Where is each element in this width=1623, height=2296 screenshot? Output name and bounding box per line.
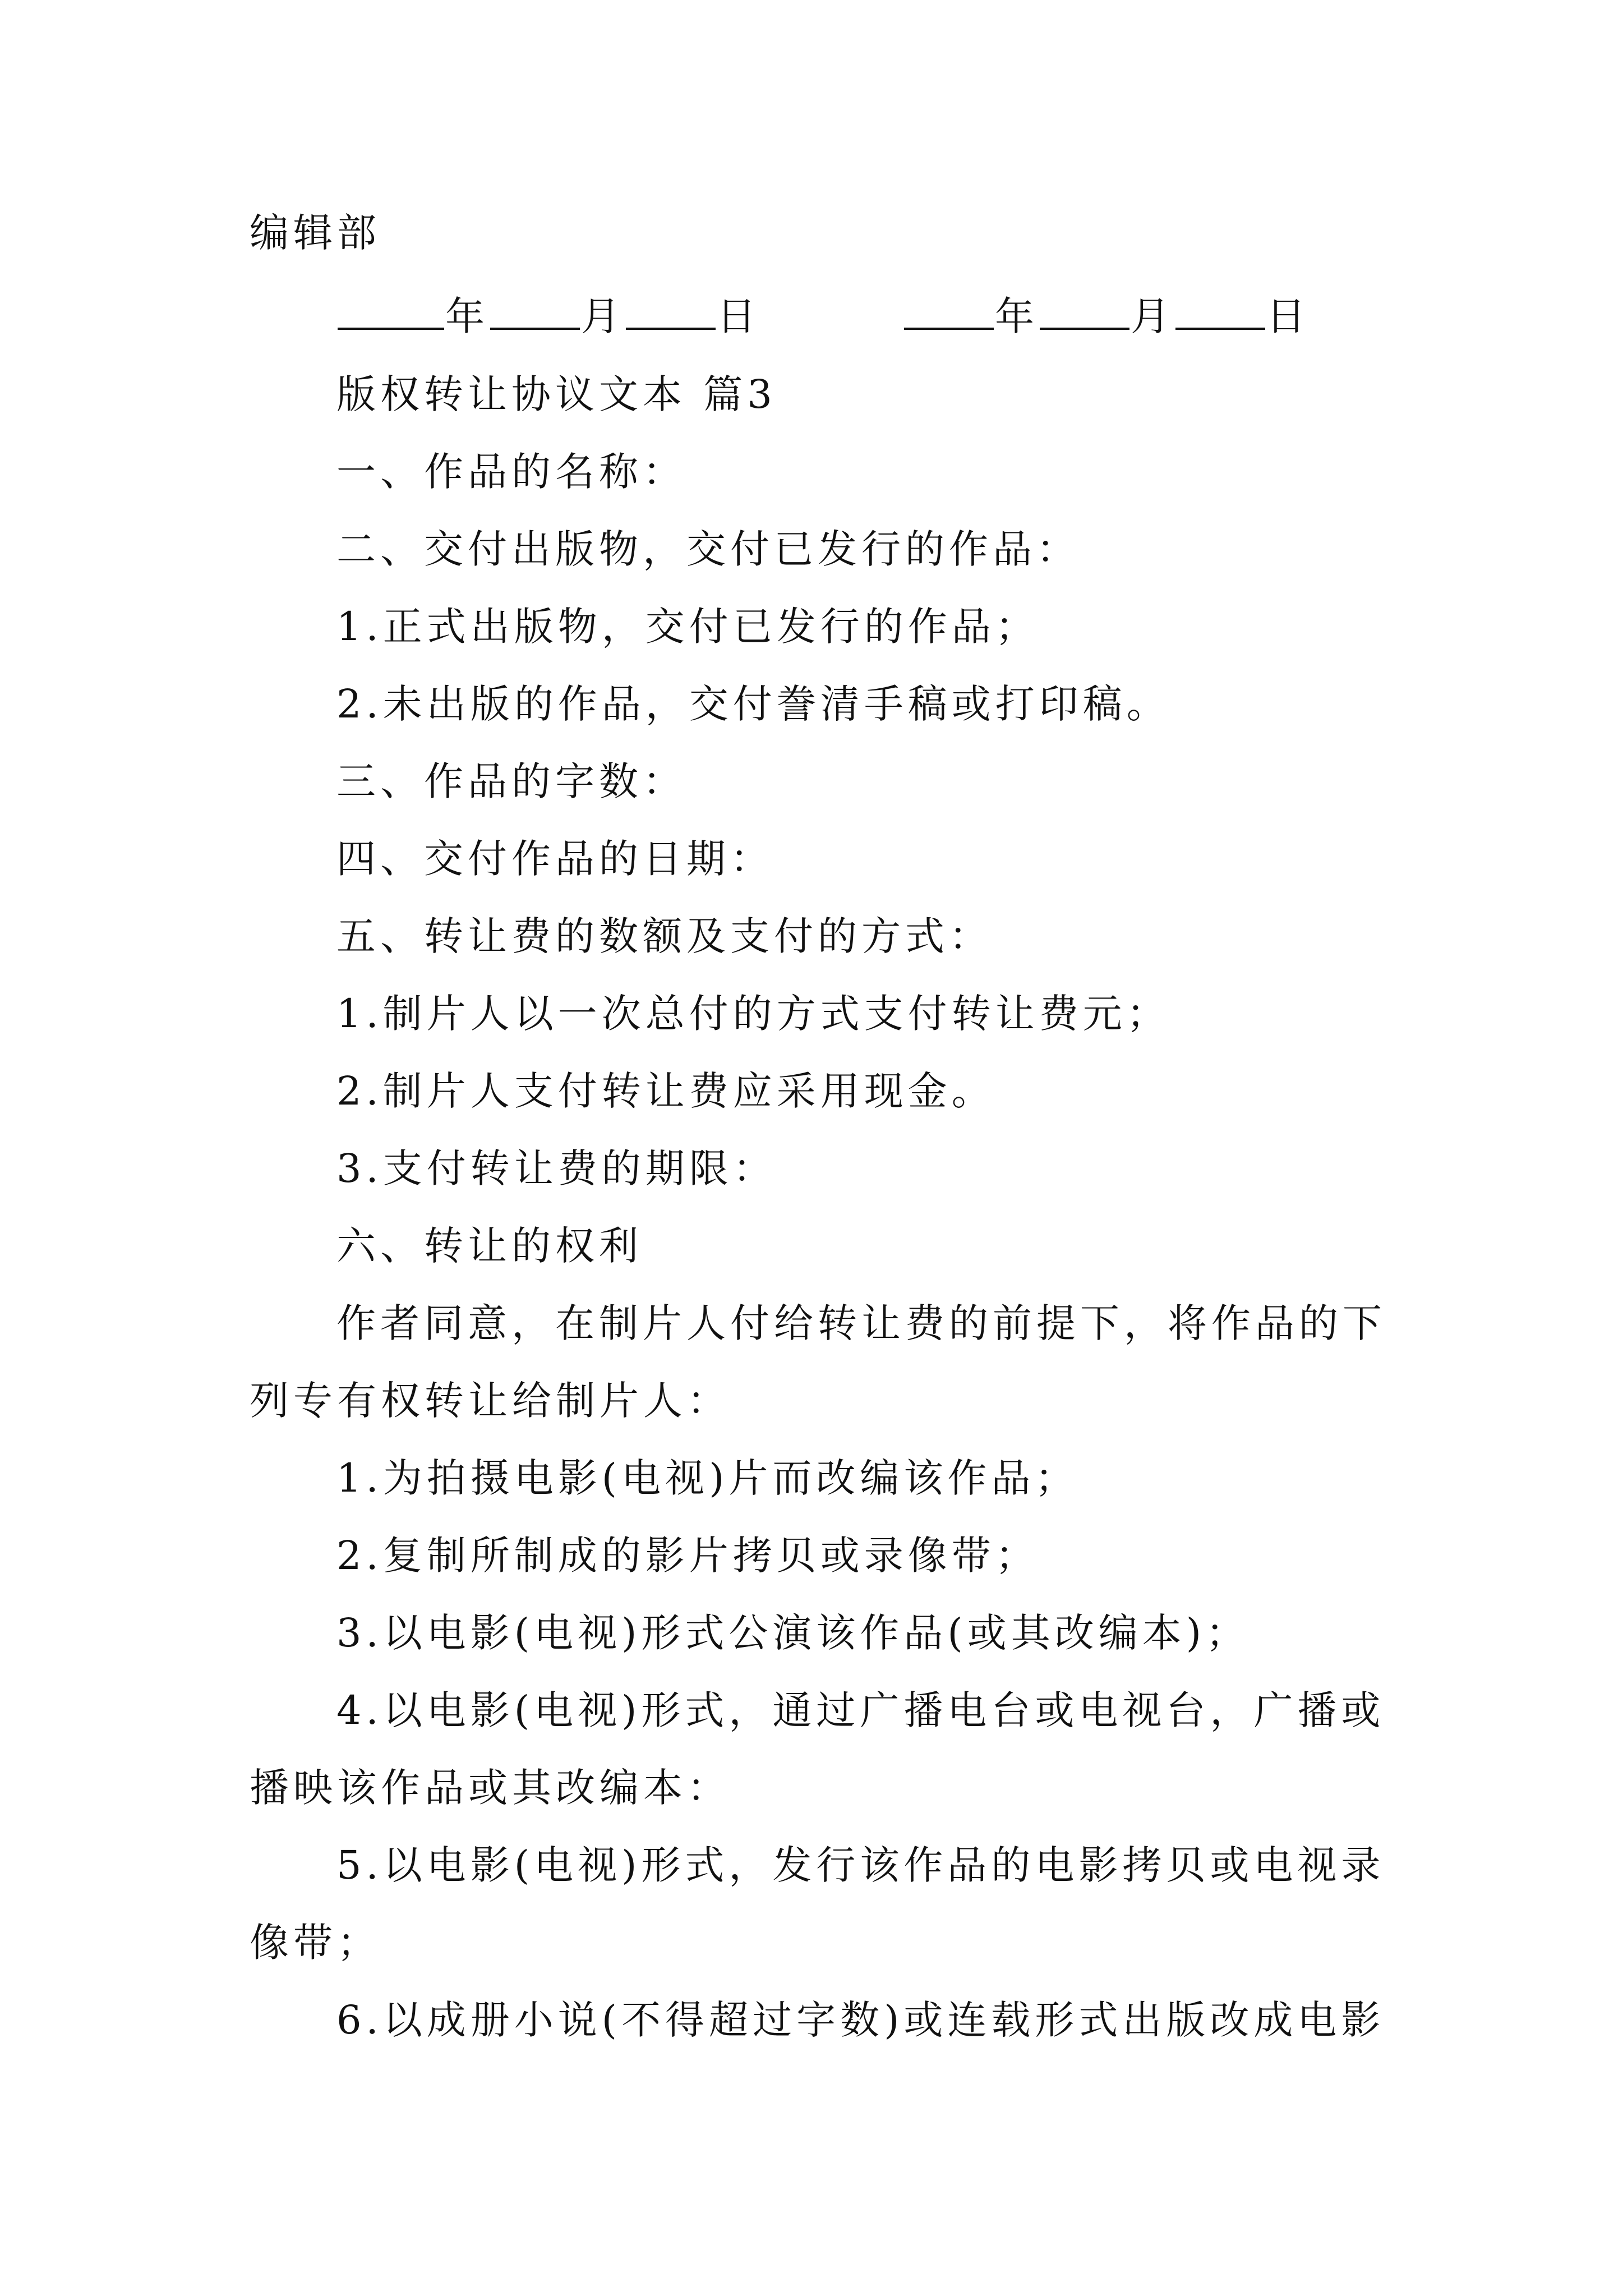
clause-6-3: 3.以电影(电视)形式公演该作品(或其改编本)；: [336, 1610, 1250, 1656]
clause-6-4-line-2: 播映该作品或其改编本：: [250, 1765, 731, 1811]
month-blank: [1040, 292, 1129, 330]
year-label: 年: [995, 293, 1039, 339]
date-field-left: [336, 292, 760, 341]
section-title: 版权转让协议文本 篇3: [336, 371, 777, 417]
clause-6-para-line-2: 列专有权转让给制片人：: [250, 1378, 731, 1424]
clause-2-2: 2.未出版的作品，交付誊清手稿或打印稿。: [336, 681, 1170, 727]
signature-department: 编辑部: [250, 210, 381, 256]
clause-5-2: 2.制片人支付转让费应采用现金。: [336, 1068, 995, 1114]
year-blank: [338, 292, 444, 330]
clause-6-para-line-1: 作者同意，在制片人付给转让费的前提下，将作品的下: [336, 1300, 1386, 1346]
year-label: 年: [445, 293, 489, 339]
day-label: 日: [1266, 293, 1310, 339]
clause-6-5-line-1: 5.以电影(电视)形式，发行该作品的电影拷贝或电视录: [336, 1842, 1385, 1888]
clause-2-1: 1.正式出版物，交付已发行的作品；: [336, 604, 1039, 650]
month-label: 月: [1131, 293, 1174, 339]
day-label: 日: [717, 293, 760, 339]
clause-5-3: 3.支付转让费的期限：: [336, 1145, 777, 1191]
clause-5-1: 1.制片人以一次总付的方式支付转让费元；: [336, 991, 1170, 1037]
clause-6-4-line-1: 4.以电影(电视)形式，通过广播电台或电视台，广播或: [336, 1687, 1385, 1733]
clause-6-6: 6.以成册小说(不得超过字数)或连载形式出版改成电影: [336, 1997, 1385, 2043]
clause-6: 六、转让的权利: [336, 1223, 643, 1269]
day-blank: [1175, 292, 1265, 330]
date-field-right: [903, 292, 1310, 341]
clause-1: 一、作品的名称：: [336, 449, 686, 495]
clause-5: 五、转让费的数额及支付的方式：: [336, 913, 993, 959]
clause-3: 三、作品的字数：: [336, 758, 686, 804]
clause-6-5-line-2: 像带；: [250, 1920, 381, 1966]
clause-2: 二、交付出版物，交付已发行的作品：: [336, 526, 1080, 572]
month-label: 月: [581, 293, 625, 339]
clause-4: 四、交付作品的日期：: [336, 836, 774, 882]
clause-6-2: 2.复制所制成的影片拷贝或录像带；: [336, 1533, 1039, 1579]
day-blank: [626, 292, 716, 330]
year-blank: [904, 292, 994, 330]
signature-date-row: [336, 292, 1402, 342]
clause-6-1: 1.为拍摄电影(电视)片而改编该作品；: [336, 1455, 1079, 1501]
month-blank: [490, 292, 580, 330]
